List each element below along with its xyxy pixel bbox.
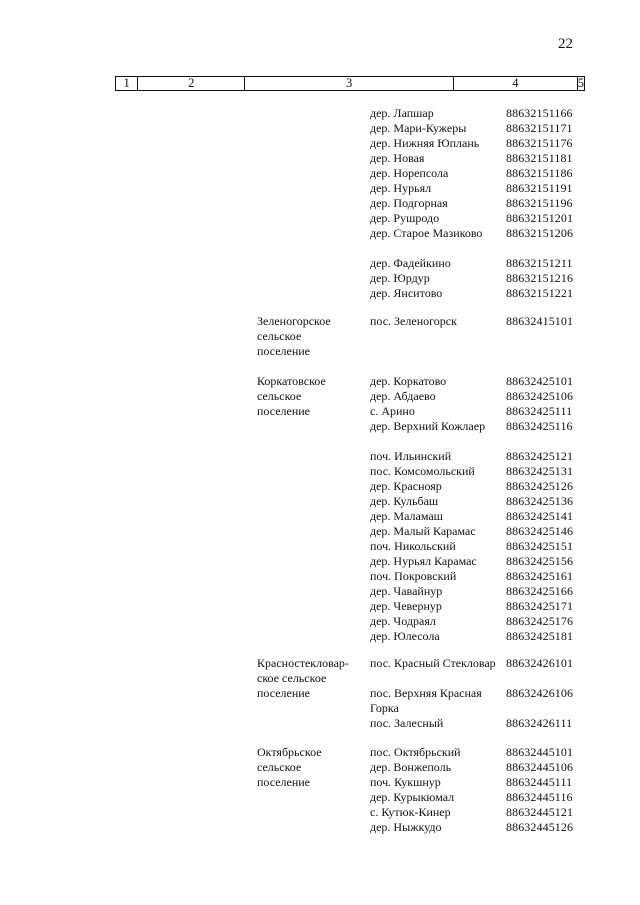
settlement-name: дер. Чодраял bbox=[370, 614, 436, 628]
table-row bbox=[370, 166, 600, 181]
table-row bbox=[370, 509, 600, 524]
settlement-name: дер. Лапшар bbox=[370, 106, 434, 120]
oktmo-code: 88632425131 bbox=[506, 464, 574, 478]
municipality-name-line: Коркатовское bbox=[257, 374, 326, 388]
municipality-name-line: поселение bbox=[257, 404, 311, 418]
table-row bbox=[370, 464, 600, 479]
table-row bbox=[370, 539, 600, 554]
table-row bbox=[370, 271, 600, 286]
oktmo-code: 88632151211 bbox=[506, 256, 573, 270]
table-row bbox=[370, 569, 600, 584]
oktmo-code: 88632425176 bbox=[506, 614, 574, 628]
table-row bbox=[370, 599, 600, 614]
settlement-name: дер. Маламаш bbox=[370, 509, 443, 523]
table-row bbox=[370, 745, 600, 760]
oktmo-code: 88632151206 bbox=[506, 226, 574, 240]
settlement-name: дер. Янситово bbox=[370, 286, 443, 300]
settlement-list bbox=[370, 106, 600, 301]
table-row bbox=[370, 106, 600, 121]
settlement-name: дер. Новая bbox=[370, 151, 425, 165]
municipality-name-line: поселение bbox=[257, 775, 311, 789]
oktmo-code: 88632425151 bbox=[506, 539, 574, 553]
table-row bbox=[370, 374, 600, 389]
table-row bbox=[370, 121, 600, 136]
table-row bbox=[370, 389, 600, 404]
table-row bbox=[370, 419, 600, 449]
oktmo-code: 88632151186 bbox=[506, 166, 573, 180]
settlement-name: пос. Октябрьский bbox=[370, 745, 461, 759]
page-number: 22 bbox=[558, 36, 573, 52]
table-row bbox=[370, 790, 600, 805]
settlement-name: дер. Вонжеполь bbox=[370, 760, 452, 774]
oktmo-code: 88632445101 bbox=[506, 745, 574, 759]
oktmo-code: 88632445111 bbox=[506, 775, 573, 789]
oktmo-code: 88632425116 bbox=[506, 419, 573, 433]
municipality-name-line: Зеленогорское bbox=[257, 314, 331, 328]
table-row bbox=[370, 404, 600, 419]
settlement-name: дер. Подгорная bbox=[370, 196, 448, 210]
settlement-name: с. Кутюк-Кинер bbox=[370, 805, 451, 819]
table-row bbox=[370, 211, 600, 226]
settlement-name: дер. Старое Мазиково bbox=[370, 226, 483, 240]
table-row bbox=[370, 629, 600, 644]
oktmo-code: 88632425171 bbox=[506, 599, 574, 613]
oktmo-code: 88632151191 bbox=[506, 181, 573, 195]
oktmo-code: 88632445116 bbox=[506, 790, 573, 804]
table-row bbox=[370, 614, 600, 629]
oktmo-code: 88632426101 bbox=[506, 656, 574, 670]
oktmo-code: 88632151216 bbox=[506, 271, 574, 285]
oktmo-code: 88632445126 bbox=[506, 820, 574, 834]
oktmo-code: 88632425136 bbox=[506, 494, 574, 508]
oktmo-code: 88632151166 bbox=[506, 106, 573, 120]
settlement-name: с. Арино bbox=[370, 404, 415, 418]
oktmo-code: 88632426106 bbox=[506, 686, 574, 700]
settlement-name: пос. Комсомольский bbox=[370, 464, 475, 478]
oktmo-code: 88632425141 bbox=[506, 509, 574, 523]
municipality-name-line: сельское bbox=[257, 389, 302, 403]
table-header bbox=[115, 76, 585, 91]
table-row bbox=[370, 524, 600, 539]
settlement-name: дер. Рушродо bbox=[370, 211, 440, 225]
municipality-name-line: поселение bbox=[257, 344, 311, 358]
settlement-name: дер. Курыкюмал bbox=[370, 790, 455, 804]
settlement-name: дер. Верхний Кожлаер bbox=[370, 419, 486, 433]
settlement-list bbox=[370, 314, 600, 329]
settlement-name: дер. Малый Карамас bbox=[370, 524, 476, 538]
table-row bbox=[370, 286, 600, 301]
municipality-name bbox=[257, 374, 363, 419]
oktmo-code: 88632425181 bbox=[506, 629, 574, 643]
table-row bbox=[370, 181, 600, 196]
column-header: 5 bbox=[577, 76, 584, 90]
oktmo-code: 88632426111 bbox=[506, 716, 573, 730]
settlement-name: дер. Юлесола bbox=[370, 629, 440, 643]
oktmo-code: 88632425161 bbox=[506, 569, 574, 583]
municipality-name bbox=[257, 314, 363, 359]
oktmo-code: 88632425111 bbox=[506, 404, 573, 418]
oktmo-code: 88632445106 bbox=[506, 760, 574, 774]
oktmo-code: 88632445121 bbox=[506, 805, 574, 819]
settlement-name: дер. Нурьял bbox=[370, 181, 432, 195]
column-header: 1 bbox=[116, 77, 138, 90]
table-row bbox=[370, 760, 600, 775]
settlement-name: дер. Кульбаш bbox=[370, 494, 439, 508]
settlement-name: дер. Фадейкино bbox=[370, 256, 451, 270]
table-row bbox=[370, 554, 600, 569]
oktmo-code: 88632151171 bbox=[506, 121, 573, 135]
table-row bbox=[370, 584, 600, 599]
table-row bbox=[370, 136, 600, 151]
oktmo-code: 88632415101 bbox=[506, 314, 574, 328]
settlement-name: дер. Коркатово bbox=[370, 374, 447, 388]
oktmo-code: 88632151181 bbox=[506, 151, 573, 165]
oktmo-code: 88632425156 bbox=[506, 554, 574, 568]
settlement-name: дер. Чавайнур bbox=[370, 584, 443, 598]
oktmo-code: 88632425166 bbox=[506, 584, 574, 598]
oktmo-code: 88632151201 bbox=[506, 211, 574, 225]
settlement-name: поч. Кукшнур bbox=[370, 775, 441, 789]
settlement-name: дер. Краснояр bbox=[370, 479, 442, 493]
municipality-name-line: Октябрьское bbox=[257, 745, 322, 759]
settlement-name: дер. Чевернур bbox=[370, 599, 442, 613]
settlement-name: дер. Ныжкудо bbox=[370, 820, 442, 834]
table-row bbox=[370, 449, 600, 464]
municipality-name-line: сельское bbox=[257, 760, 302, 774]
settlement-name: пос. Красный Стекловар bbox=[370, 656, 496, 670]
settlement-list bbox=[370, 656, 600, 731]
oktmo-code: 88632151196 bbox=[506, 196, 573, 210]
settlement-name: пос. Залесный bbox=[370, 716, 444, 730]
table-row bbox=[370, 479, 600, 494]
column-header: 4 bbox=[454, 77, 578, 90]
table-row bbox=[370, 151, 600, 166]
municipality-name-line: Красностекловар- bbox=[257, 656, 349, 670]
settlement-name: дер. Мари-Кужеры bbox=[370, 121, 467, 135]
table-row bbox=[370, 805, 600, 820]
table-row bbox=[370, 196, 600, 211]
settlement-name: дер. Нурьял Карамас bbox=[370, 554, 477, 568]
table-row bbox=[370, 775, 600, 790]
oktmo-code: 88632425146 bbox=[506, 524, 574, 538]
column-header: 2 bbox=[138, 77, 245, 90]
settlement-name: пос. Верхняя Красная Горка bbox=[370, 686, 482, 715]
oktmo-code: 88632425106 bbox=[506, 389, 574, 403]
oktmo-code: 88632425101 bbox=[506, 374, 574, 388]
table-row bbox=[370, 314, 600, 329]
settlement-name: дер. Нижняя Юплань bbox=[370, 136, 480, 150]
settlement-name: дер. Норепсола bbox=[370, 166, 449, 180]
settlement-name: поч. Покровский bbox=[370, 569, 457, 583]
table-row bbox=[370, 256, 600, 271]
table-row bbox=[370, 226, 600, 256]
oktmo-code: 88632151221 bbox=[506, 286, 574, 300]
municipality-name bbox=[257, 745, 363, 790]
oktmo-code: 88632425121 bbox=[506, 449, 574, 463]
municipality-name-line: поселение bbox=[257, 686, 311, 700]
oktmo-code: 88632425126 bbox=[506, 479, 574, 493]
settlement-name: дер. Абдаево bbox=[370, 389, 436, 403]
municipality-name-line: сельское bbox=[257, 329, 302, 343]
settlement-name: поч. Никольский bbox=[370, 539, 456, 553]
settlement-name: пос. Зеленогорск bbox=[370, 314, 457, 328]
table-row bbox=[370, 820, 600, 835]
table-row bbox=[370, 656, 600, 686]
settlement-list bbox=[370, 374, 600, 644]
column-header: 3 bbox=[245, 77, 454, 90]
settlement-name: поч. Ильинский bbox=[370, 449, 452, 463]
table-row bbox=[370, 716, 600, 731]
municipality-name-line: ское сельское bbox=[257, 671, 327, 685]
municipality-name bbox=[257, 656, 363, 701]
table-row bbox=[370, 686, 600, 716]
table-row bbox=[370, 494, 600, 509]
settlement-list bbox=[370, 745, 600, 835]
oktmo-code: 88632151176 bbox=[506, 136, 573, 150]
settlement-name: дер. Юрдур bbox=[370, 271, 430, 285]
